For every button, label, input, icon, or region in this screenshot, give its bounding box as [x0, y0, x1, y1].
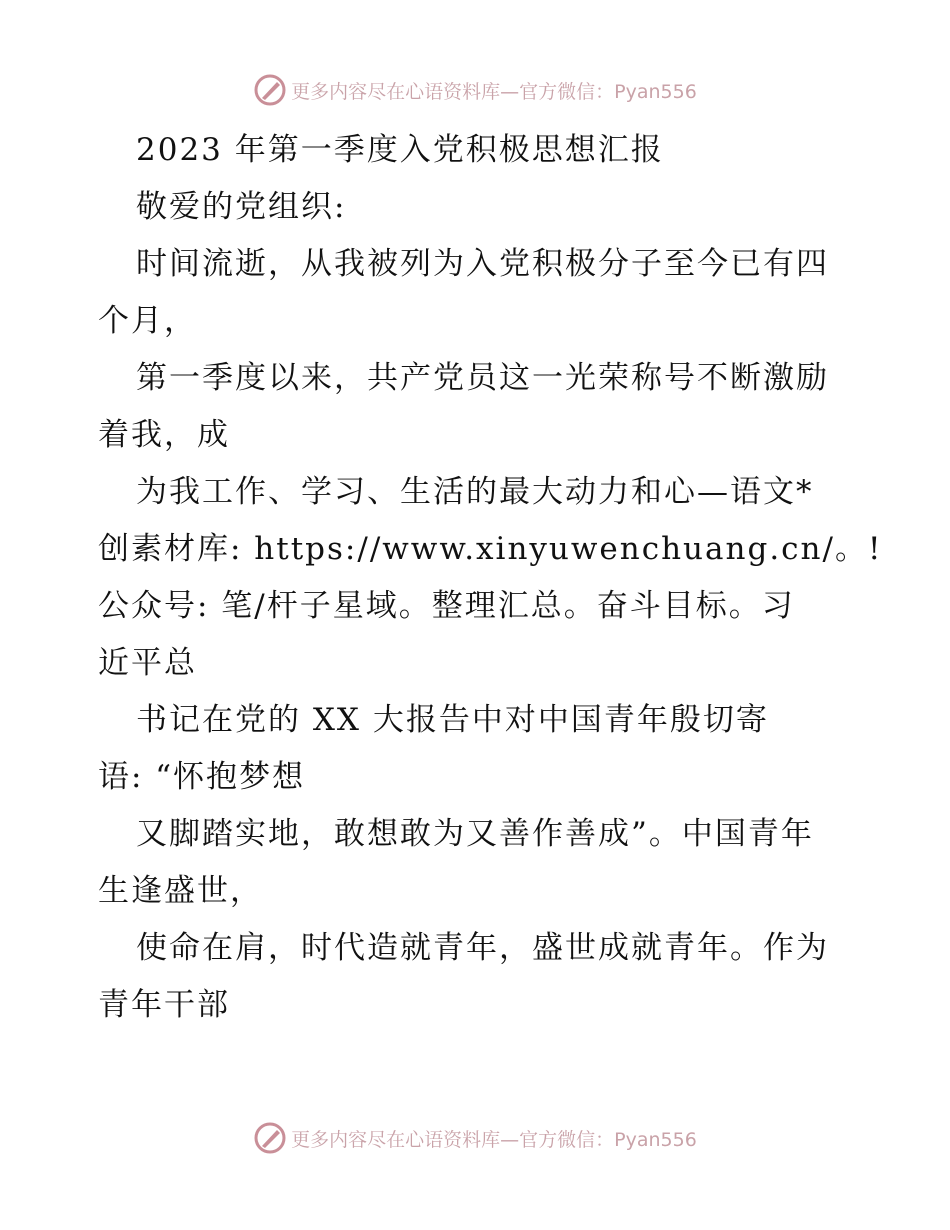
- paragraph-line: 语: “怀抱梦想: [98, 759, 306, 795]
- paragraph-line: 为我工作、学习、生活的最大动力和心—语文*: [136, 474, 814, 510]
- watermark-banner-top: [0, 70, 950, 110]
- document-body: [98, 122, 883, 1034]
- pen-logo-icon: [253, 1121, 287, 1155]
- paragraph-line: 创素材库: https://www.xinyuwenchuang.cn/。!: [98, 531, 883, 567]
- watermark-text: 更多内容尽在心语资料库—官方微信：Pyan556: [291, 80, 697, 103]
- paragraph-line: 公众号: 笔/杆子星域。整理汇总。奋斗目标。习: [98, 588, 795, 624]
- watermark-text: 更多内容尽在心语资料库—官方微信：Pyan556: [291, 1128, 697, 1151]
- paragraph-line: 书记在党的 XX 大报告中对中国青年殷切寄: [136, 702, 769, 738]
- paragraph-line: 生逢盛世，: [98, 873, 263, 909]
- watermark-banner-bottom: [0, 1118, 950, 1158]
- paragraph-line: 青年干部: [98, 987, 230, 1023]
- pen-logo-icon: [253, 73, 287, 107]
- paragraph-line: 第一季度以来，共产党员这一光荣称号不断激励: [136, 360, 829, 396]
- paragraph-line: 近平总: [98, 645, 197, 681]
- paragraph-line: 使命在肩，时代造就青年，盛世成就青年。作为: [136, 930, 829, 966]
- paragraph-line: 时间流逝，从我被列为入党积极分子至今已有四: [136, 246, 829, 282]
- document-title: 2023 年第一季度入党积极思想汇报: [136, 132, 664, 168]
- paragraph-line: 着我，成: [98, 417, 230, 453]
- paragraph-line: 个月，: [98, 303, 197, 339]
- salutation: 敬爱的党组织:: [136, 189, 347, 225]
- paragraph-line: 又脚踏实地，敢想敢为又善作善成”。中国青年: [136, 816, 814, 852]
